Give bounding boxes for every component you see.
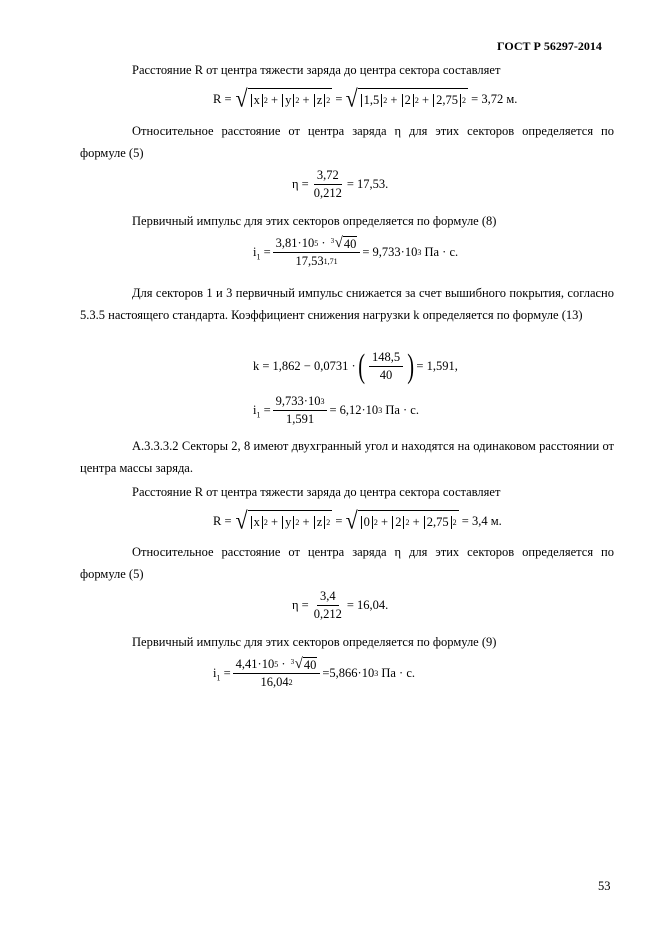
fraction [273, 394, 328, 427]
abs-c: 2,75 [424, 516, 452, 529]
denominator: 17,53 1,71 [295, 254, 338, 268]
abs-a: 0 [361, 516, 373, 529]
subscript: 1 [256, 252, 261, 262]
i-symbol: i [253, 245, 257, 259]
abs-z: z [314, 94, 326, 107]
eq-result: = 16,04. [346, 598, 389, 612]
abs-b: 2 [392, 516, 404, 529]
subscript: 1 [256, 410, 261, 420]
fraction [311, 168, 345, 201]
eq-lhs: $i_1$ = [253, 245, 271, 262]
equation-eta-2 [292, 589, 388, 622]
abs-x: x [251, 516, 263, 529]
eq-lhs: R = [213, 91, 232, 106]
equation-eta-1 [292, 168, 388, 201]
abs-c: 2,75 [433, 94, 461, 107]
denominator: 40 [379, 368, 393, 382]
equation-impulse-reduced: $i_1$ = 9,733·10 3 1,591 = 6,12·10 3 Па · с. [253, 394, 419, 426]
paragraph-primary-impulse-2: Первичный импульс для этих секторов определяется по формуле (9) [132, 635, 497, 649]
abs-z: z [314, 516, 326, 529]
abs-x: x [251, 94, 263, 107]
fraction [273, 236, 361, 269]
radicand: 40 [303, 658, 317, 672]
equation-impulse-2: $i_1$ = 4,41·10 5 · 3 √ 40 16,04 2 =5,866·10 3 Па · с. [213, 656, 416, 689]
abs-y: y [282, 516, 294, 529]
eq-result: = 3,72 м. [471, 91, 518, 106]
sqrt-xyz: √ x 2 + y 2 + z 2 [235, 506, 331, 535]
eq-lhs: η = [292, 598, 309, 612]
eq-result: = 6,12·10 [329, 403, 379, 417]
root-index: 3 [290, 658, 295, 666]
radicand: 40 [343, 237, 357, 251]
sqrt-xyz: √ x 2 + y 2 + z 2 [235, 84, 331, 113]
eq-lhs: k = 1,862 − 0,0731 · [253, 359, 356, 373]
equation-k [253, 347, 458, 385]
eq-result: =5,866·10 [322, 666, 375, 680]
equation-r-1: R = √ x 2 + y 2 + z 2 = √ 1,5 2 + 2 2 + 2,75 2 = 3,72 м. [213, 84, 518, 113]
subscript: 1 [216, 673, 221, 683]
paragraph-primary-impulse: Первичный импульс для этих секторов определяется по формуле (8) [132, 214, 497, 228]
paragraph-sectors-1-3: Для секторов 1 и 3 первичный импульс снижается за счет вышибного покрытия, согласно 5.3.5 настоящего стандарта. Коэффициент снижения нагрузки k определяется по формуле (13) [80, 286, 614, 322]
unit: Па · с. [385, 403, 419, 417]
abs-a: 1,5 [361, 94, 383, 107]
eq-result: = 9,733·10 [362, 245, 418, 259]
root-index: 3 [330, 237, 335, 245]
numerator: 4,41·10 5 · 3 √ 40 [233, 657, 321, 674]
unit: Па · с. [424, 245, 459, 259]
paragraph-distance-r-2: Расстояние R от центра тяжести заряда до центра сектора составляет [132, 485, 501, 499]
denominator: 0,212 [313, 607, 342, 621]
denominator: 16,04 2 [260, 675, 293, 689]
equation-impulse-1: $i_1$ = 3,81·10 5 · 3 √ 40 17,53 1,71 = 9,733·10 3 Па · с. [253, 235, 459, 268]
cube-root: 3 √ 40 [290, 656, 317, 672]
fraction [311, 589, 345, 622]
numerator: 3,81·10 5 · 3 √ 40 [273, 236, 361, 253]
num-value: 9,733·10 [275, 394, 321, 408]
page-number: 53 [598, 879, 611, 893]
numerator: 148,5 [369, 350, 403, 367]
sqrt-values: √ 1,5 2 + 2 2 + 2,75 2 [345, 84, 467, 113]
coef: 3,81·10 [275, 236, 315, 250]
eq-result: = 3,4 м. [461, 513, 502, 528]
denominator: 0,212 [313, 186, 342, 200]
den-base: 17,53 [295, 254, 324, 268]
abs-y: y [282, 94, 294, 107]
denominator: 1,591 [286, 412, 315, 426]
left-paren: ( [357, 347, 365, 385]
sqrt-values: √ 0 2 + 2 2 + 2,75 2 [345, 506, 457, 535]
unit: Па · с. [381, 666, 416, 680]
cube-root: 3 √ 40 [330, 235, 357, 251]
eq-lhs: $i_1$ = [253, 403, 271, 420]
eq-lhs: R = [213, 513, 232, 528]
numerator: 3,4 [317, 589, 339, 606]
numerator: 9,733·10 3 [273, 394, 328, 411]
numerator: 3,72 [314, 168, 342, 185]
i-symbol: i [253, 403, 257, 417]
den-base: 16,04 [260, 675, 289, 689]
eq-result: = 1,591, [416, 359, 458, 373]
paragraph-relative-distance-2: Относительное расстояние от центра заряда η для этих секторов определяется по формуле (5) [80, 545, 614, 581]
equation-r-2: R = √ x 2 + y 2 + z 2 = √ 0 2 + 2 2 + 2,75 2 = 3,4 м. [213, 506, 502, 535]
paragraph-relative-distance: Относительное расстояние от центра заряда η для этих секторов определяется по формуле (5) [80, 124, 614, 160]
i-symbol: i [213, 666, 217, 680]
right-paren: ) [407, 347, 415, 385]
paragraph-distance-r: Расстояние R от центра тяжести заряда до центра сектора составляет [132, 63, 501, 77]
eq-result: = 17,53. [346, 177, 389, 191]
coef: 4,41·10 [235, 657, 275, 671]
fraction [233, 657, 321, 690]
eq-lhs: η = [292, 177, 309, 191]
abs-b: 2 [402, 94, 414, 107]
paragraph-sectors-2-8: А.3.3.3.2 Секторы 2, 8 имеют двухгранный угол и находятся на одинаковом расстоянии от центра массы заряда. [80, 439, 614, 475]
document-header: ГОСТ Р 56297-2014 [497, 39, 602, 53]
eq-lhs: $i_1$ = [213, 666, 231, 683]
fraction [369, 350, 403, 383]
